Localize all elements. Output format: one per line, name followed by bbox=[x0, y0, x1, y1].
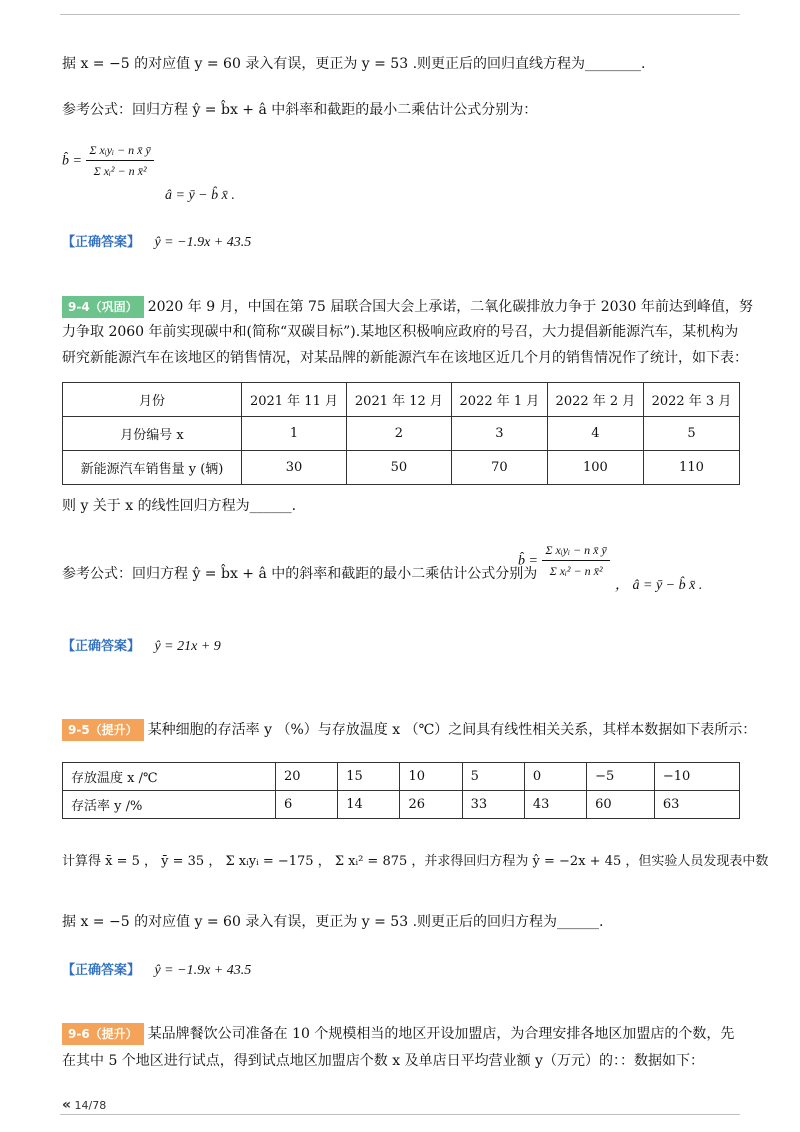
b-fraction bbox=[86, 140, 153, 181]
table-row bbox=[63, 383, 740, 417]
page-number: 14/78 bbox=[74, 1099, 107, 1112]
answer-value: ŷ = −1.9x + 43.5 bbox=[154, 235, 252, 250]
answer-label: 【正确答案】 bbox=[62, 235, 141, 250]
table-cell: 2022 年 2 月 bbox=[547, 383, 643, 417]
p1-a-formula: â = ȳ − b̂ x̄ . bbox=[165, 188, 235, 203]
q95-tag: 9-5（提升） bbox=[62, 719, 144, 741]
q95-table bbox=[62, 762, 740, 819]
table-cell: 70 bbox=[451, 451, 547, 485]
table-row bbox=[63, 417, 740, 451]
top-rule bbox=[60, 14, 740, 15]
p1-answer bbox=[62, 232, 251, 253]
b-hat-label: b̂ = bbox=[62, 153, 82, 169]
table-cell: 2022 年 3 月 bbox=[643, 383, 739, 417]
q95-line2: 据 x = −5 的对应值 y = 60 录入有误，更正为 y = 53 .则更正后的回归方程为______. bbox=[62, 914, 604, 930]
table-cell: 0 bbox=[524, 763, 586, 791]
table-cell: 2021 年 12 月 bbox=[346, 383, 451, 417]
q95-calc: 计算得 x̄ = 5 ， ȳ = 35 ， Σ xᵢyᵢ = −175 ， Σ xᵢ² = 875 ，并求得回归方程为 ŷ = −2x + 45 ，但实验人员发现表中数 bbox=[62, 854, 769, 869]
b-denominator: Σ xᵢ² − n x̄² bbox=[93, 164, 147, 178]
b-hat-label: b̂ = bbox=[518, 553, 538, 569]
q94-line3: 研究新能源汽车在该地区的销售情况，对某品牌的新能源汽车在该地区近几个月的销售情况作了统计，如下表： bbox=[62, 350, 748, 366]
table-cell: 50 bbox=[346, 451, 451, 485]
table-cell: 10 bbox=[400, 763, 462, 791]
double-chevron-icon: « bbox=[62, 1097, 72, 1113]
q94-line1-text: 2020 年 9 月，中国在第 75 届联合国大会上承诺，二氧化碳排放力争于 2030 年前达到峰值，努 bbox=[147, 299, 753, 315]
q94-question: 则 y 关于 x 的线性回归方程为______. bbox=[62, 498, 297, 514]
table-cell: 100 bbox=[547, 451, 643, 485]
q96-line2: 在其中 5 个地区进行试点，得到试点地区加盟店个数 x 及单店日平均营业额 y（万元）的：：数据如下： bbox=[62, 1053, 704, 1069]
table-row bbox=[63, 451, 740, 485]
table-cell: 4 bbox=[547, 417, 643, 451]
table-cell: 存活率 y /% bbox=[63, 791, 276, 819]
table-cell: 月份 bbox=[63, 383, 242, 417]
q94-a-formula: ， â = ȳ − b̂ x̄ . bbox=[615, 578, 703, 593]
table-cell: 26 bbox=[400, 791, 462, 819]
table-cell: −10 bbox=[654, 763, 739, 791]
p1-b-formula bbox=[62, 140, 154, 181]
table-cell: 5 bbox=[643, 417, 739, 451]
table-cell: 1 bbox=[242, 417, 347, 451]
table-cell: 33 bbox=[462, 791, 524, 819]
b-numerator: Σ xᵢyᵢ − n x̄ ȳ bbox=[86, 140, 153, 161]
q94-line2: 力争取 2060 年前实现碳中和(简称“双碳目标”).某地区积极响应政府的号召，大力提倡新能源汽车，某机构为 bbox=[62, 324, 739, 340]
q96-tag: 9-6（提升） bbox=[62, 1023, 144, 1045]
b-fraction bbox=[542, 540, 609, 581]
table-cell: 14 bbox=[338, 791, 400, 819]
q94-table bbox=[62, 382, 740, 485]
table-cell: 2021 年 11 月 bbox=[242, 383, 347, 417]
p1-formula-intro: 参考公式：回归方程 ŷ = b̂x + â 中斜率和截距的最小二乘估计公式分别为： bbox=[62, 102, 538, 118]
page-footer bbox=[62, 1097, 106, 1113]
q94-line1 bbox=[62, 296, 753, 318]
bottom-rule bbox=[60, 1114, 740, 1115]
q96-line1-text: 某品牌餐饮公司准备在 10 个规模相当的地区开设加盟店，为合理安排各地区加盟店的个数，先 bbox=[147, 1026, 735, 1042]
q94-tag: 9-4（巩固） bbox=[62, 296, 144, 318]
q95-answer bbox=[62, 960, 251, 981]
q96-line1 bbox=[62, 1023, 734, 1045]
b-numerator: Σ xᵢyᵢ − n x̄ ȳ bbox=[542, 540, 609, 561]
table-row bbox=[63, 791, 740, 819]
table-row bbox=[63, 763, 740, 791]
answer-value: ŷ = −1.9x + 43.5 bbox=[154, 963, 252, 978]
table-cell: 63 bbox=[654, 791, 739, 819]
table-cell: 3 bbox=[451, 417, 547, 451]
table-cell: 5 bbox=[462, 763, 524, 791]
q94-answer bbox=[62, 636, 221, 657]
answer-label: 【正确答案】 bbox=[62, 963, 141, 978]
table-cell: 20 bbox=[276, 763, 338, 791]
q94-formula-intro: 参考公式：回归方程 ŷ = b̂x + â 中的斜率和截距的最小二乘估计公式分别为 bbox=[62, 566, 538, 582]
table-cell: 2 bbox=[346, 417, 451, 451]
table-cell: 存放温度 x /℃ bbox=[63, 763, 276, 791]
answer-label: 【正确答案】 bbox=[62, 639, 141, 654]
q95-line1 bbox=[62, 719, 756, 741]
q94-b-formula bbox=[518, 540, 610, 581]
p1-line1: 据 x = −5 的对应值 y = 60 录入有误，更正为 y = 53 .则更正后的回归直线方程为________. bbox=[62, 56, 646, 72]
table-cell: 15 bbox=[338, 763, 400, 791]
table-cell: 43 bbox=[524, 791, 586, 819]
answer-value: ŷ = 21x + 9 bbox=[154, 639, 221, 654]
q95-line1-text: 某种细胞的存活率 y （%）与存放温度 x （℃）之间具有线性相关关系，其样本数据如下表所示： bbox=[147, 722, 757, 738]
table-cell: 6 bbox=[276, 791, 338, 819]
b-denominator: Σ xᵢ² − n x̄² bbox=[549, 564, 603, 578]
table-cell: 110 bbox=[643, 451, 739, 485]
table-cell: 2022 年 1 月 bbox=[451, 383, 547, 417]
table-cell: 30 bbox=[242, 451, 347, 485]
table-cell: 60 bbox=[587, 791, 655, 819]
table-cell: 月份编号 x bbox=[63, 417, 242, 451]
table-cell: 新能源汽车销售量 y (辆) bbox=[63, 451, 242, 485]
table-cell: −5 bbox=[587, 763, 655, 791]
